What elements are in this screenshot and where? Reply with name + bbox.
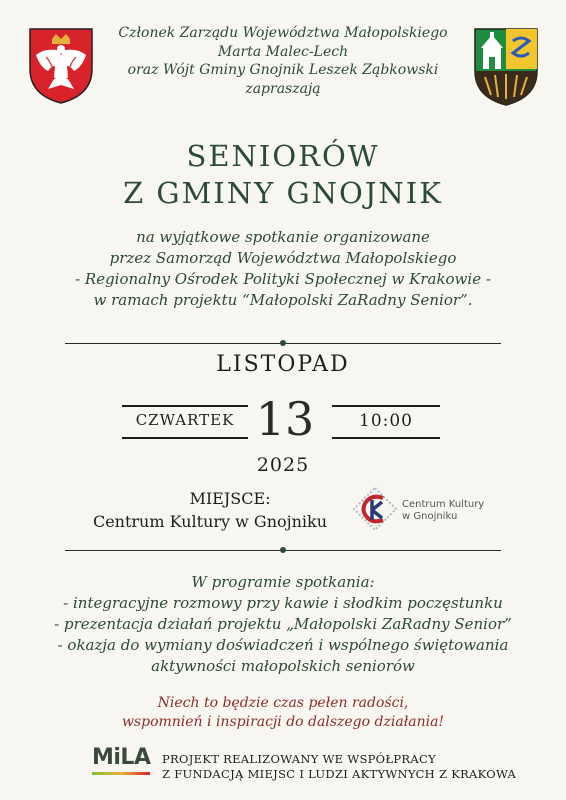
program-heading: W programie spotkania: (191, 573, 375, 591)
weekday-rule-top (122, 405, 248, 407)
footer-line-1: PROJEKT REALIZOWANY WE WSPÓŁPRACY (162, 752, 436, 766)
event-day: 13 (255, 392, 315, 446)
description-line-3: - Regionalny Ośrodek Polityki Społecznej w Krakowie - (75, 270, 491, 288)
centrum-kultury-logo-icon (352, 486, 398, 532)
intro-line-4: zapraszają (245, 80, 321, 97)
description-line-4: w ramach projektu “Małopolski ZaRadny Senior”. (93, 291, 473, 309)
description-line-1: na wyjątkowe spotkanie organizowane (136, 228, 430, 246)
program-section (20, 572, 546, 677)
gnojnik-coat-of-arms-icon (471, 25, 541, 107)
event-year: 2025 (256, 454, 310, 476)
logo-text-line-1: Centrum Kultury (402, 499, 485, 510)
divider-bottom-dot (280, 547, 286, 553)
centrum-kultury-logo-text (402, 499, 502, 523)
footer-text (162, 752, 522, 782)
intro-text (100, 24, 466, 98)
closing-message (40, 694, 526, 732)
program-item: aktywności małopolskich seniorów (151, 657, 415, 675)
mila-logo-text: MiLA (92, 745, 151, 770)
weekday-rule-bottom (122, 437, 248, 439)
title-line-2: Z GMINY GNOJNIK (123, 176, 443, 210)
program-item: - prezentacja działań projektu „Małopolski ZaRadny Senior” (54, 615, 512, 633)
page-title (0, 138, 566, 212)
intro-line-3: oraz Wójt Gminy Gnojnik Leszek Ząbkowski (127, 62, 439, 78)
mila-logo-icon (92, 746, 156, 780)
malopolska-coat-of-arms-icon (26, 25, 96, 105)
intro-line-2: Marta Malec-Lech (217, 43, 349, 60)
closing-line-2: wspomnień i inspiracji do dalszego działania! (121, 714, 445, 730)
description-line-2: przez Samorząd Województwa Małopolskiego (109, 249, 457, 267)
location-name: Centrum Kultury w Gnojniku (92, 512, 328, 531)
time-rule-top (332, 405, 440, 407)
event-time: 10:00 (359, 411, 413, 431)
program-item: - okazja do wymiany doświadczeń i wspólnego świętowania (57, 636, 509, 654)
logo-text-line-2: w Gnojniku (402, 511, 458, 522)
closing-line-1: Niech to będzie czas pełen radości, (157, 695, 409, 711)
title-line-1: SENIORÓW (186, 139, 380, 173)
event-month: LISTOPAD (216, 352, 350, 377)
event-weekday: CZWARTEK (135, 411, 235, 429)
event-description (30, 227, 536, 311)
intro-line-1: Członek Zarządu Województwa Małopolskiego (118, 25, 448, 41)
footer-line-2: Z FUNDACJĄ MIEJSC I LUDZI AKTYWNYCH Z KRAKOWA (162, 767, 517, 781)
location-label: MIEJSCE: (189, 489, 271, 508)
program-item: - integracyjne rozmowy przy kawie i słodkim poczęstunku (63, 594, 503, 612)
time-rule-bottom (332, 437, 440, 439)
divider-top-dot (280, 340, 286, 346)
